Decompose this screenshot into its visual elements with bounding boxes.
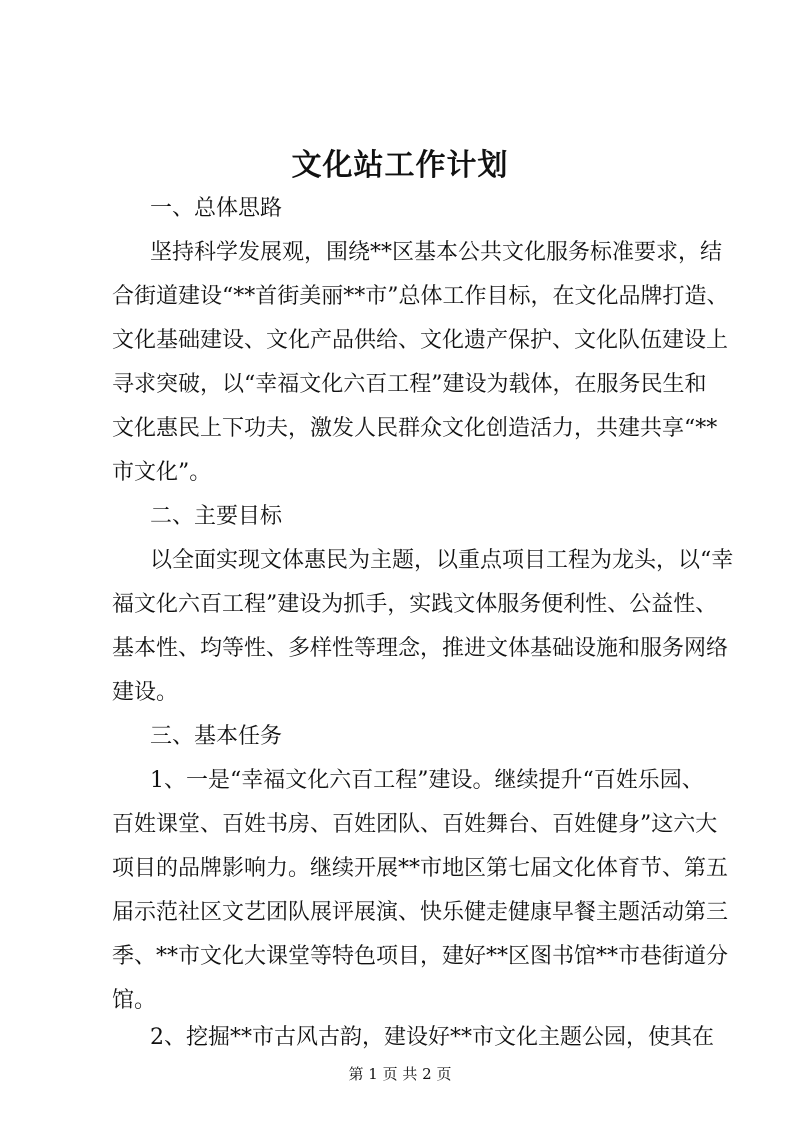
paragraph-line: 1、一是“幸福文化六百工程”建设。继续提升“百姓乐园、 <box>150 768 704 793</box>
paragraph-line: 市文化”。 <box>112 460 212 485</box>
paragraph-line: 届示范社区文艺团队展评展演、快乐健走健康早餐主题活动第三 <box>112 900 729 925</box>
paragraph-line: 2、挖掘**市古风古韵，建设好**市文化主题公园，使其在 <box>150 1025 714 1050</box>
paragraph-line: 寻求突破，以“幸福文化六百工程”建设为载体，在服务民生和 <box>112 372 707 397</box>
paragraph-line: 坚持科学发展观，围绕**区基本公共文化服务标准要求，结 <box>150 240 723 265</box>
paragraph-line: 季、**市文化大课堂等特色项目，建好**区图书馆**市巷街道分 <box>112 944 729 969</box>
page-footer: 第 1 页 共 2 页 <box>348 1065 452 1083</box>
paragraph-line: 文化基础建设、文化产品供给、文化遗产保护、文化队伍建设上 <box>112 328 729 353</box>
section-heading-basic-tasks: 三、基本任务 <box>150 724 283 749</box>
paragraph-line: 项目的品牌影响力。继续开展**市地区第七届文化体育节、第五 <box>112 856 729 881</box>
section-heading-overall-approach: 一、总体思路 <box>150 196 283 221</box>
paragraph-line: 馆。 <box>112 988 157 1013</box>
document-title: 文化站工作计划 <box>291 148 509 183</box>
paragraph-line: 基本性、均等性、多样性等理念，推进文体基础设施和服务网络 <box>112 636 729 661</box>
paragraph-line: 合街道建设“**首街美丽**市”总体工作目标，在文化品牌打造、 <box>112 284 729 309</box>
section-heading-main-goals: 二、主要目标 <box>150 504 283 529</box>
paragraph-line: 百姓课堂、百姓书房、百姓团队、百姓舞台、百姓健身”这六大 <box>112 812 718 837</box>
paragraph-line: 文化惠民上下功夫，激发人民群众文化创造活力，共建共享“** <box>112 416 718 441</box>
paragraph-line: 以全面实现文体惠民为主题，以重点项目工程为龙头，以“幸 <box>150 548 734 573</box>
paragraph-line: 福文化六百工程”建设为抓手，实践文体服务便利性、公益性、 <box>112 592 718 617</box>
paragraph-line: 建设。 <box>112 680 179 705</box>
